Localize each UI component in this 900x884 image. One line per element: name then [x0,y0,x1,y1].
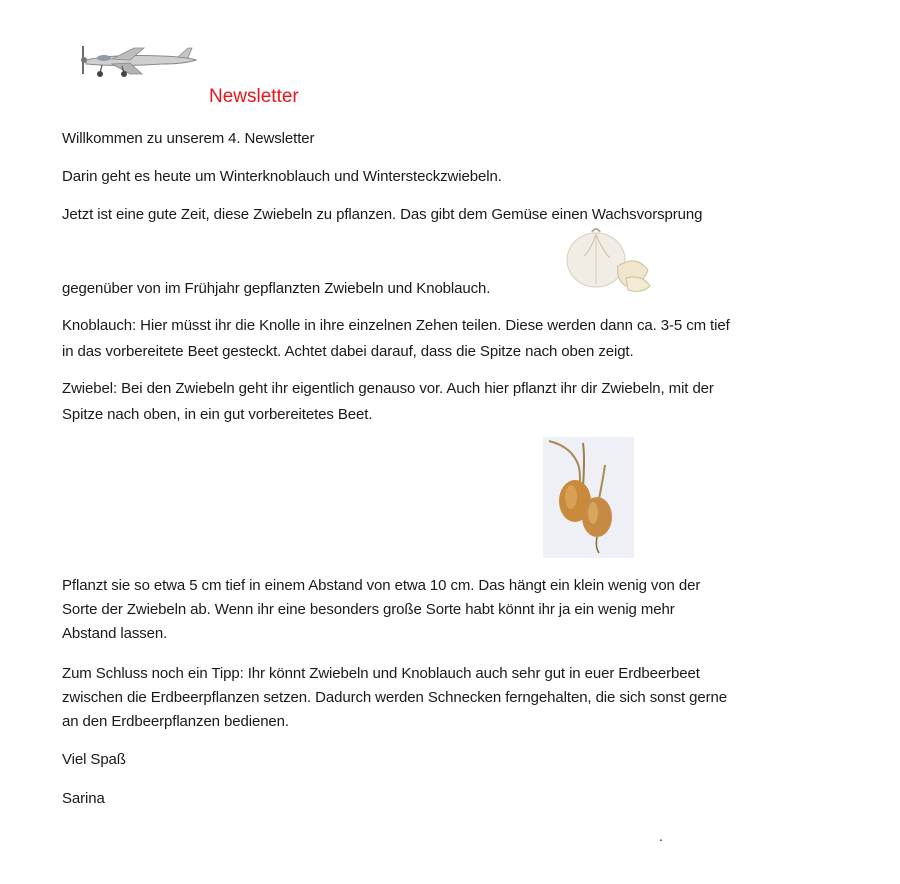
tip-line-1: Zum Schluss noch ein Tipp: Ihr könnt Zwiebeln und Knoblauch auch sehr gut in euer Erdbeerbeet [62,665,700,682]
intro-line-1: Jetzt ist eine gute Zeit, diese Zwiebeln zu pflanzen. Das gibt dem Gemüse einen Wachsvorsprung [62,206,703,223]
welcome-text: Willkommen zu unserem 4. Newsletter [62,130,315,147]
tip-line-3: an den Erdbeerpflanzen bedienen. [62,713,289,730]
footer-dot: . [659,828,663,844]
plant-line-2: Sorte der Zwiebeln ab. Wenn ihr eine besonders große Sorte habt könnt ihr ja ein wenig mehr [62,601,675,618]
closing-text: Viel Spaß [62,751,126,768]
plant-line-1: Pflanzt sie so etwa 5 cm tief in einem Abstand von etwa 10 cm. Das hängt ein klein wenig von der [62,577,701,594]
signature-text: Sarina [62,790,105,807]
newsletter-title: Newsletter [209,86,299,107]
plant-line-3: Abstand lassen. [62,625,168,642]
airplane-icon [72,40,204,82]
garlic-icon [562,226,654,296]
garlic-line-2: in das vorbereitete Beet gesteckt. Achtet dabei darauf, dass die Spitze nach oben zeigt. [62,343,634,360]
garlic-line-1: Knoblauch: Hier müsst ihr die Knolle in ihre einzelnen Zehen teilen. Diese werden dann ca. 3-5 cm tief [62,317,730,334]
onion-line-1: Zwiebel: Bei den Zwiebeln geht ihr eigentlich genauso vor. Auch hier pflanzt ihr dir Zwiebeln, mit der [62,380,714,397]
onion-icon [543,437,634,558]
intro-line-2: gegenüber von im Frühjahr gepflanzten Zwiebeln und Knoblauch. [62,280,491,297]
onion-line-2: Spitze nach oben, in ein gut vorbereitetes Beet. [62,406,373,423]
topic-text: Darin geht es heute um Winterknoblauch und Wintersteckzwiebeln. [62,168,502,185]
tip-line-2: zwischen die Erdbeerpflanzen setzen. Dadurch werden Schnecken ferngehalten, die sich sonst gerne [62,689,727,706]
